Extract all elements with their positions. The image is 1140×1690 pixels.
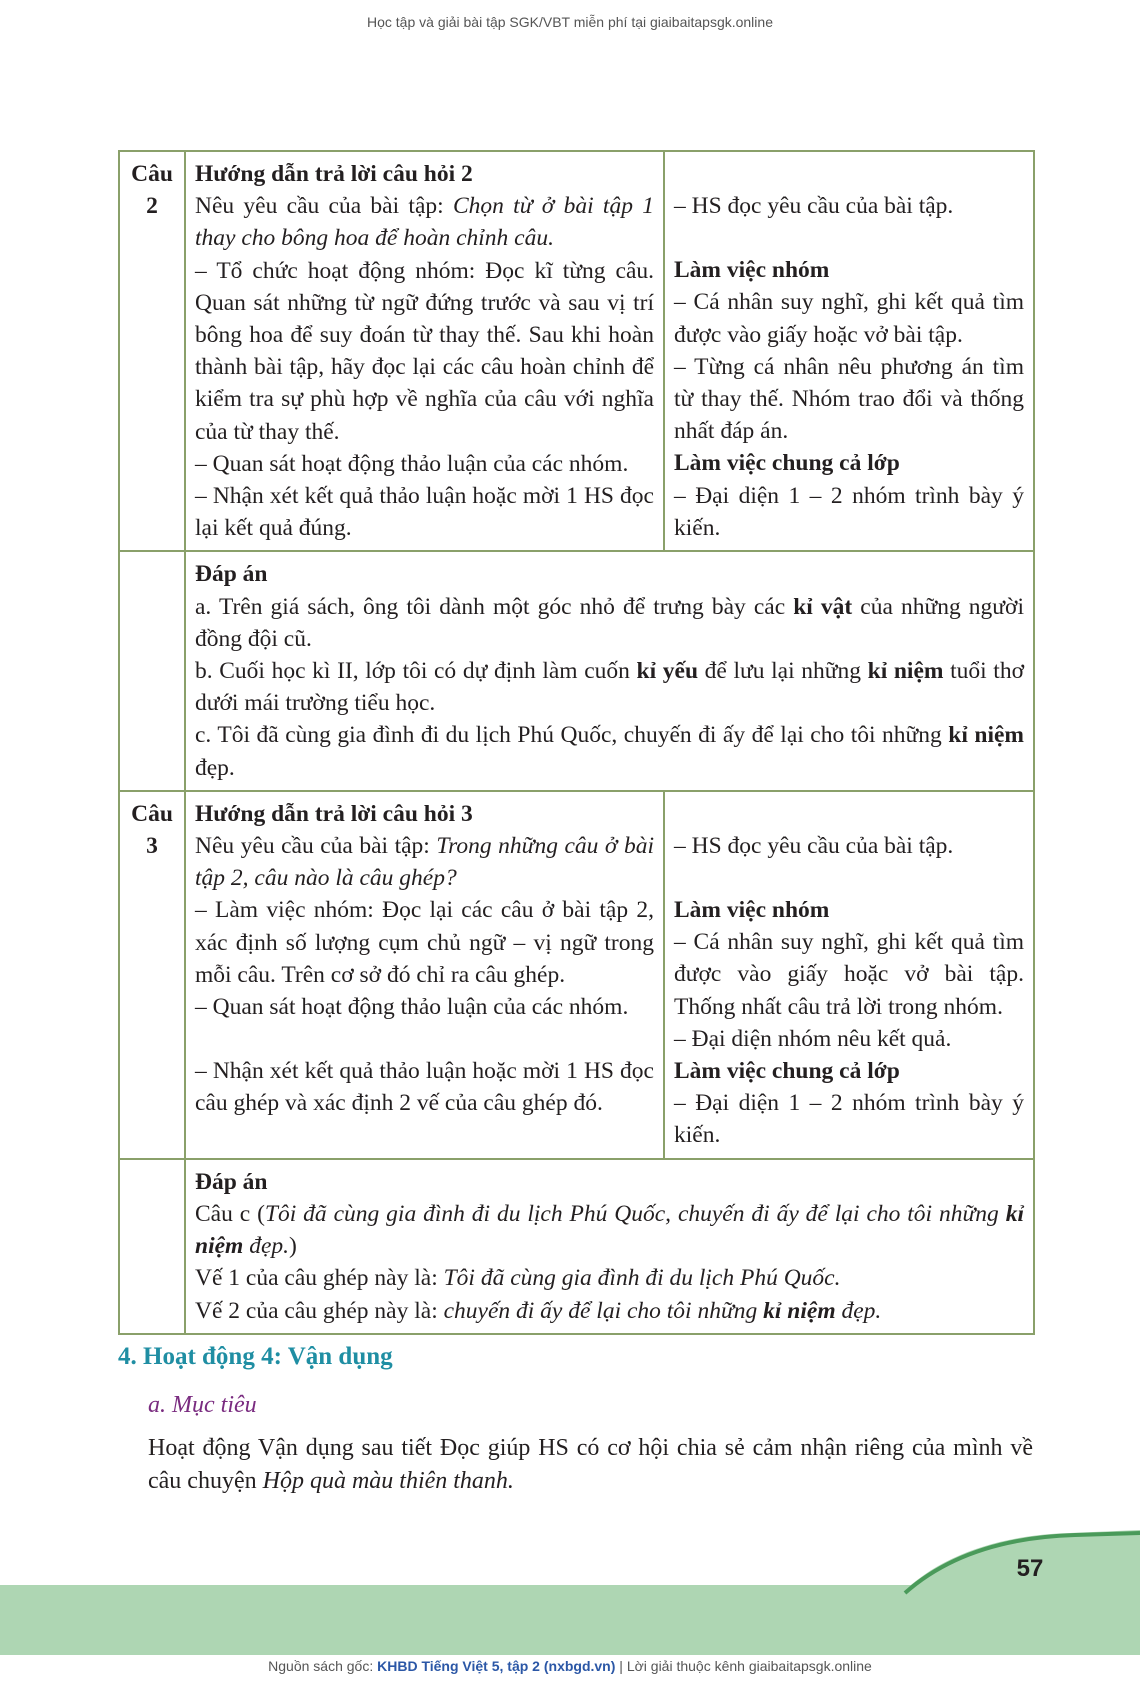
q2-student-step-3: – Từng cá nhân nêu phương án tìm từ thay thế. Nhóm trao đổi và thống nhất đáp án. [674, 353, 1024, 445]
q2-spacer-2 [674, 222, 1024, 254]
q3-ve2-post: đẹp. [835, 1297, 882, 1324]
q3-clause-1 [195, 1262, 1024, 1294]
q3-answer-row [119, 1159, 1034, 1334]
q2-class-heading: Làm việc chung cả lớp [674, 450, 900, 477]
q3-spacer-2 [674, 862, 1024, 894]
footer-band [0, 1585, 1140, 1655]
q2-req-prefix: Nêu yêu cầu của bài tập: [195, 193, 453, 220]
q2-b-bold-2: kỉ niệm [867, 658, 944, 685]
q2-b-text: b. Cuối học kì II, lớp tôi có dự định làm cuốn [195, 658, 637, 685]
q3-teacher-step-2: – Quan sát hoạt động thảo luận của các nhóm. [195, 994, 629, 1021]
q3-requirement [195, 830, 654, 894]
q3-answer-title: Đáp án [195, 1168, 268, 1195]
source-book-link[interactable]: KHBD Tiếng Việt 5, tập 2 (nxbgd.vn) [377, 1658, 616, 1674]
q3-ans-close: ) [289, 1233, 297, 1260]
q3-req-prefix: Nêu yêu cầu của bài tập: [195, 833, 437, 860]
q2-c-text: c. Tôi đã cùng gia đình đi du lịch Phú Quốc, chuyến đi ấy để lại cho tôi những [195, 722, 949, 749]
q2-number: 2 [146, 193, 158, 220]
q3-student-step-1: – HS đọc yêu cầu của bài tập. [674, 832, 954, 859]
q3-group-heading: Làm việc nhóm [674, 897, 830, 924]
q2-a-post: của những người đồng đội cũ. [195, 593, 1024, 652]
q2-answer-title: Đáp án [195, 561, 268, 588]
q2-answer-empty-cell [119, 551, 185, 790]
q2-row [119, 151, 1034, 551]
section-subtitle [148, 1392, 257, 1419]
q3-answer-cell [185, 1159, 1034, 1334]
q2-student-step-4: – Đại diện 1 – 2 nhóm trình bày ý kiến. [674, 482, 1024, 541]
q2-student-cell [664, 151, 1034, 551]
header-note: Học tập và giải bài tập SGK/VBT miễn phí tại giaibaitapsgk.online [367, 14, 773, 30]
q2-b-post: tuổi thơ dưới mái trường tiểu học. [195, 658, 1024, 717]
q2-heading: Hướng dẫn trả lời câu hỏi 2 [195, 161, 473, 187]
q2-req-italic: Chọn từ ở bài tập 1 thay cho bông hoa để hoàn chỉnh câu. [195, 193, 654, 252]
q3-ans-italic-2: đẹp. [243, 1233, 289, 1260]
q2-student-step-1: – HS đọc yêu cầu của bài tập. [674, 193, 954, 219]
q2-answer-row [119, 551, 1034, 790]
q2-spacer [674, 158, 1024, 190]
q2-label-cell [119, 151, 185, 551]
q3-student-step-3: – Đại diện nhóm nêu kết quả. [674, 1025, 952, 1052]
section-para-italic: Hộp quà màu thiên thanh. [262, 1468, 514, 1494]
q2-answer-cell [185, 551, 1034, 790]
q3-req-italic: Trong những câu ở bài tập 2, câu nào là câu ghép? [195, 833, 654, 892]
section-title: 4. Hoạt động 4: Vận dụng [118, 1343, 393, 1370]
q2-answer-a [195, 591, 1024, 655]
q3-cau-label: Câu [131, 800, 173, 827]
source-line [0, 1658, 1140, 1674]
q3-teacher-step-3: – Nhận xét kết quả thảo luận hoặc mời 1 HS đọc câu ghép và xác định 2 vế của câu ghép đó. [195, 1058, 654, 1117]
q3-ve2-pre: Vế 2 của câu ghép này là: [195, 1297, 444, 1324]
q3-class-heading: Làm việc chung cả lớp [674, 1058, 900, 1085]
q3-ve1-italic: Tôi đã cùng gia đình đi du lịch Phú Quốc. [443, 1265, 841, 1292]
q3-student-step-4: – Đại diện 1 – 2 nhóm trình bày ý kiến. [674, 1090, 1024, 1149]
lesson-table [118, 150, 1035, 1335]
q2-teacher-step-3: – Nhận xét kết quả thảo luận hoặc mời 1 HS đọc lại kết quả đúng. [195, 483, 654, 542]
section-sub-label: Mục tiêu [172, 1392, 257, 1418]
q2-teacher-step-2: – Quan sát hoạt động thảo luận của các nhóm. [195, 450, 629, 477]
q3-ans-pre: Câu c ( [195, 1200, 265, 1227]
q2-teacher-step-1: – Tổ chức hoạt động nhóm: Đọc kĩ từng câu. Quan sát những từ ngữ đứng trước và sau vị trí bông hoa để suy đoán từ thay thế. Sau khi hoàn thành bài tập, hãy đọc lại các câu hoàn chỉnh để kiểm tra sự phù hợp về nghĩa của câu với nghĩa của từ thay thế. [195, 257, 654, 445]
q3-ve2-bold: kỉ niệm [763, 1297, 836, 1324]
q3-ans-italic-1: Tôi đã cùng gia đình đi du lịch Phú Quốc, chuyến đi ấy để lại cho tôi những [264, 1200, 1006, 1227]
section-paragraph [148, 1432, 1033, 1498]
q3-ve1-pre: Vế 1 của câu ghép này là: [195, 1265, 444, 1292]
source-prefix: Nguồn sách gốc: [268, 1658, 378, 1674]
section-sub-prefix: a. [148, 1392, 172, 1418]
q2-answer-b [195, 655, 1024, 719]
q3-teacher-step-1: – Làm việc nhóm: Đọc lại các câu ở bài tập 2, xác định số lượng cụm chủ ngữ – vị ngữ trong mỗi câu. Trên cơ sở đó chỉ ra câu ghép. [195, 897, 654, 988]
q3-spacer [674, 798, 1024, 830]
q3-student-step-2: – Cá nhân suy nghĩ, ghi kết quả tìm được vào giấy hoặc vở bài tập. Thống nhất câu trả lời trong nhóm. [674, 929, 1024, 1020]
q2-requirement [195, 190, 654, 254]
q3-answer-empty-cell [119, 1159, 185, 1334]
q3-row [119, 791, 1034, 1159]
q3-heading: Hướng dẫn trả lời câu hỏi 3 [195, 800, 473, 827]
section-para-text: Hoạt động Vận dụng sau tiết Đọc giúp HS có cơ hội chia sẻ cảm nhận riêng của mình về câu chuyện [148, 1435, 1033, 1494]
q3-student-cell [664, 791, 1034, 1159]
q3-teacher-spacer [195, 1023, 654, 1055]
q3-label-cell [119, 791, 185, 1159]
q2-answer-c [195, 719, 1024, 783]
page-number: 57 [1016, 1555, 1044, 1582]
q3-ans-bold: kỉ niệm [195, 1200, 1024, 1260]
q2-b-mid: để lưu lại những [698, 658, 868, 685]
source-suffix: | Lời giải thuộc kênh giaibaitapsgk.online [615, 1658, 872, 1674]
q2-cau-label: Câu [131, 161, 173, 187]
q3-number: 3 [146, 833, 158, 860]
q2-student-step-2: – Cá nhân suy nghĩ, ghi kết quả tìm được vào giấy hoặc vở bài tập. [674, 289, 1024, 348]
q2-c-post: đẹp. [195, 754, 235, 781]
q2-group-heading: Làm việc nhóm [674, 257, 830, 284]
q3-ve2-italic: chuyến đi ấy để lại cho tôi những [443, 1297, 764, 1324]
q2-a-bold: kỉ vật [793, 593, 853, 620]
q2-c-bold: kỉ niệm [948, 722, 1024, 749]
q3-teacher-cell [185, 791, 664, 1159]
q2-a-text: a. Trên giá sách, ông tôi dành một góc nhỏ để trưng bày các [195, 593, 794, 620]
q3-answer-sentence [195, 1198, 1024, 1262]
q3-clause-2 [195, 1295, 1024, 1327]
q2-b-bold-1: kỉ yếu [636, 658, 699, 685]
q2-teacher-cell [185, 151, 664, 551]
